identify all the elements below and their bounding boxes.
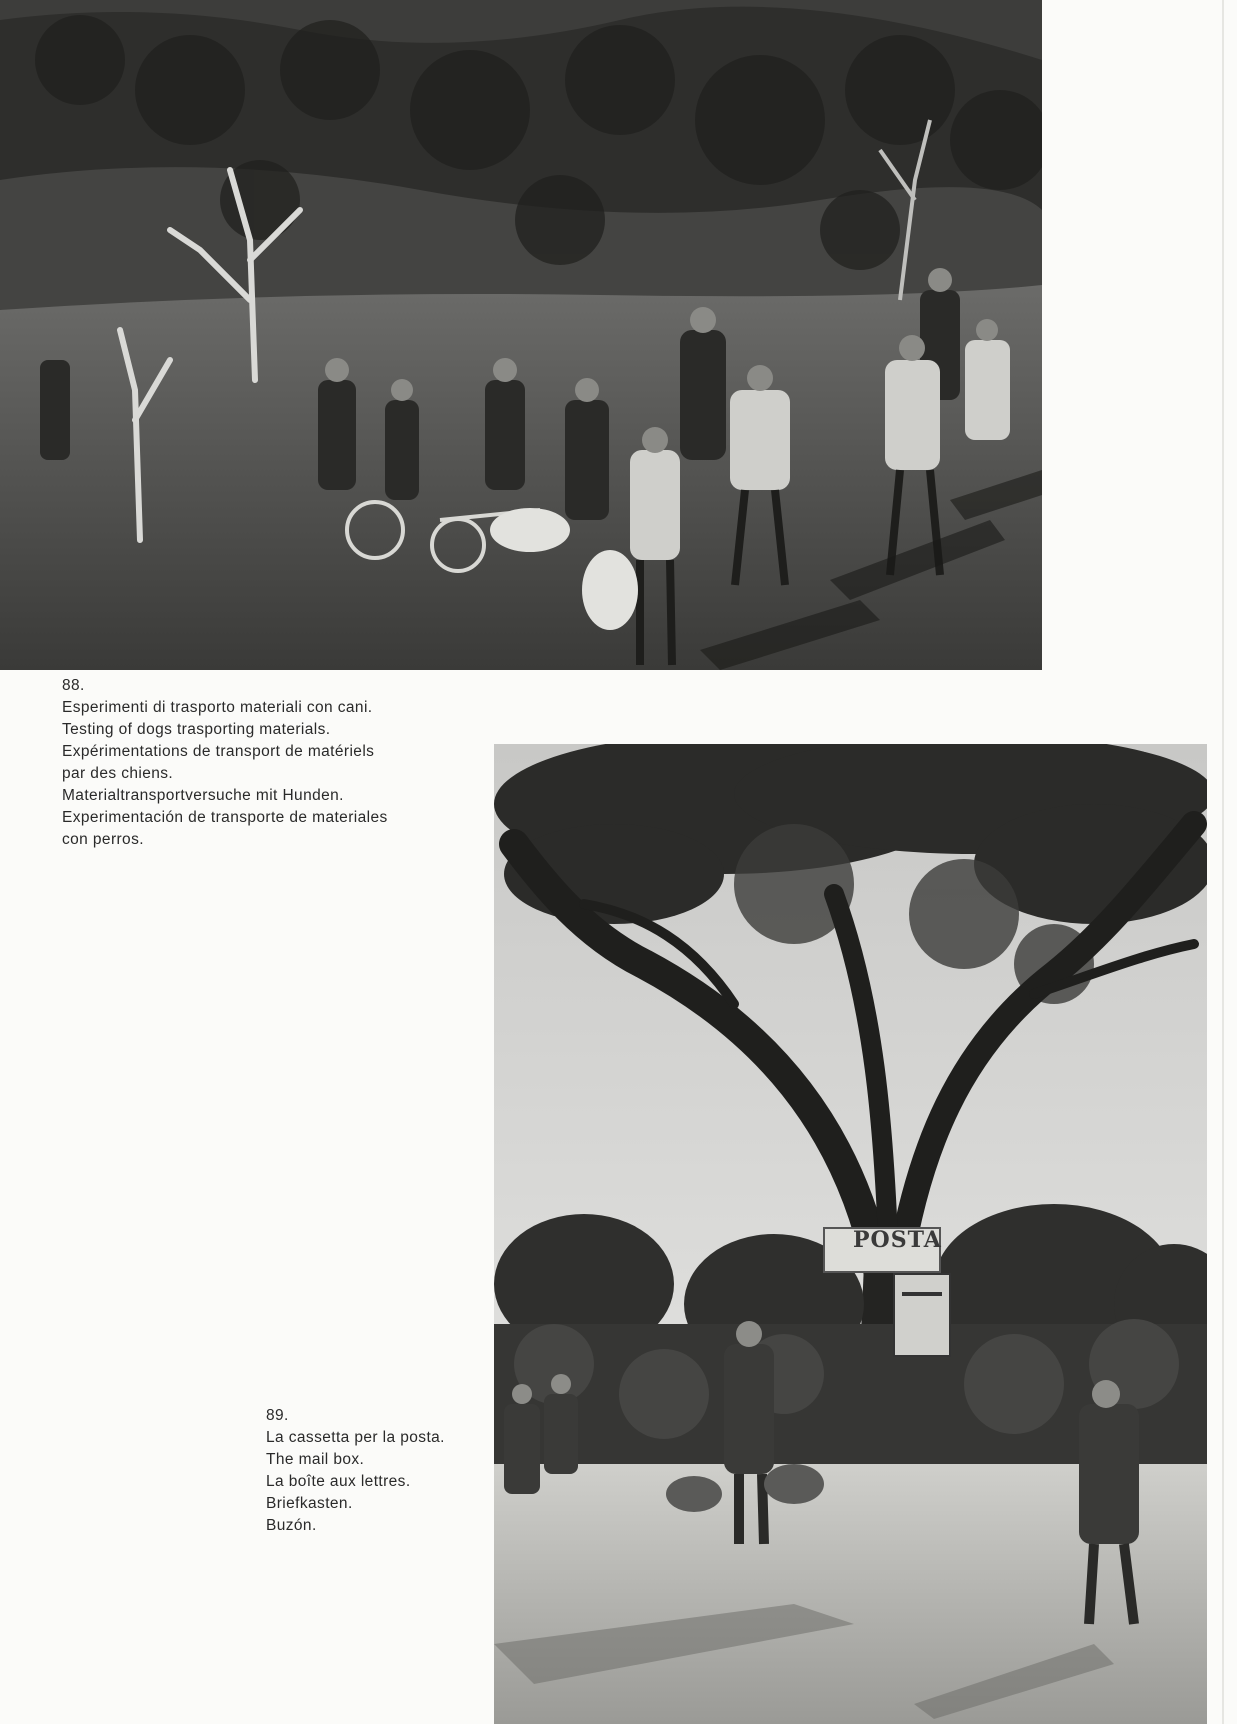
caption-line-italian: La cassetta per la posta.: [266, 1429, 445, 1446]
caption-number: 88.: [62, 677, 85, 694]
caption-photo-88: [62, 675, 388, 851]
caption-line-italian: Esperimenti di trasporto materiali con cani.: [62, 699, 373, 716]
caption-line-french: La boîte aux lettres.: [266, 1473, 411, 1490]
page-edge-line: [1222, 0, 1224, 1724]
caption-line-german: Materialtransportversuche mit Hunden.: [62, 787, 344, 804]
photo-88-image: [0, 0, 1042, 670]
caption-line-english: Testing of dogs trasporting materials.: [62, 721, 331, 738]
caption-line-spanish: Buzón.: [266, 1517, 317, 1534]
photo-89-image: [494, 744, 1207, 1724]
posta-sign-text: POSTA: [853, 1227, 942, 1253]
caption-line-french-cont: par des chiens.: [62, 765, 174, 782]
caption-line-german: Briefkasten.: [266, 1495, 353, 1512]
caption-photo-89: [266, 1405, 445, 1537]
caption-line-spanish-cont: con perros.: [62, 831, 144, 848]
caption-line-spanish: Experimentación de transporte de materiales: [62, 809, 388, 826]
photo-mail-box: [494, 744, 1207, 1724]
caption-line-french: Expérimentations de transport de matériels: [62, 743, 375, 760]
caption-line-english: The mail box.: [266, 1451, 365, 1468]
photo-dogs-transport: [0, 0, 1042, 670]
caption-number: 89.: [266, 1407, 289, 1424]
